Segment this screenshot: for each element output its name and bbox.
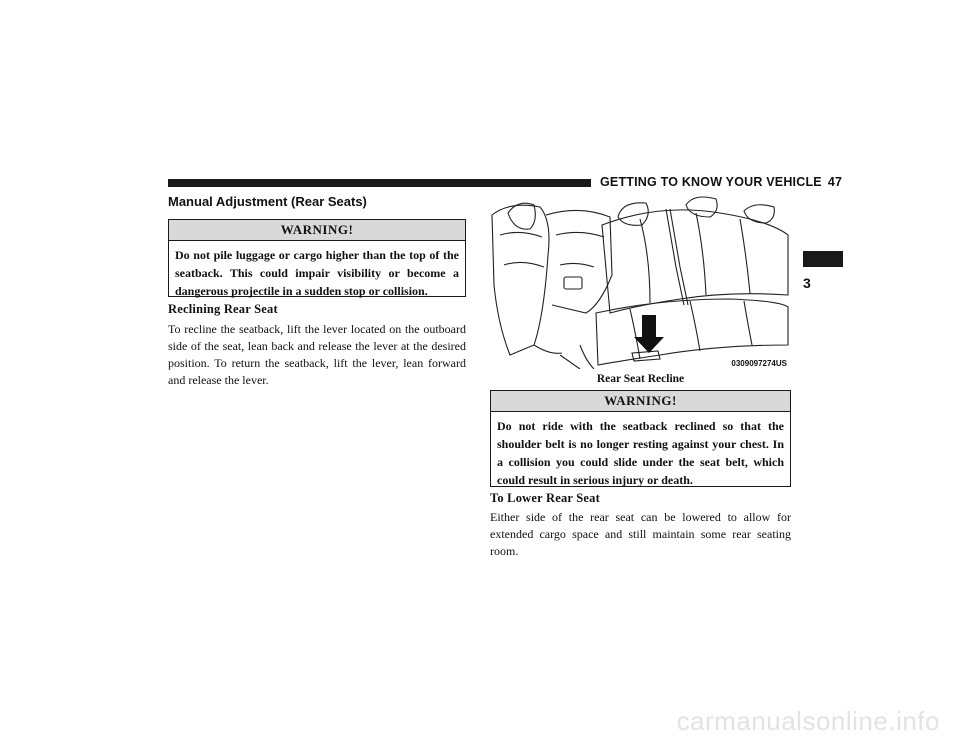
lower-seat-paragraph: Either side of the rear seat can be lowered to allow for extended cargo space and still maintain some rear seating room. — [490, 510, 791, 558]
reclining-heading: Reclining Rear Seat — [168, 302, 278, 316]
header-rule — [168, 179, 591, 187]
site-watermark: carmanualsonline.info — [676, 706, 940, 736]
reclining-paragraph: To recline the seatback, lift the lever located on the outboard side of the seat, lean back and release the lever at the desired position. To return the seatback, lift the lever, lean forward and release the lever. — [168, 322, 466, 387]
page-number: 47 — [827, 175, 843, 189]
header-section-title: GETTING TO KNOW YOUR VEHICLE — [600, 175, 822, 189]
figure-caption: Rear Seat Recline — [596, 373, 685, 385]
warning-box-recline — [490, 390, 791, 487]
chapter-number: 3 — [803, 275, 811, 291]
warning-body: Do not pile luggage or cargo higher than the top of the seatback. This could impair visibility or become a dangerous projectile in a sudden stop or collision. — [175, 248, 459, 298]
rear-seat-recline-figure — [490, 195, 791, 369]
running-header — [600, 175, 842, 189]
figure-code: 0309097274US — [731, 359, 787, 368]
warning-body: Do not ride with the seatback reclined so that the shoulder belt is no longer resting against your chest. In a collision you could slide under the seat belt, which could result in serious injury or death. — [497, 419, 784, 487]
rear-seat-illustration — [490, 195, 791, 369]
warning-heading: WARNING! — [169, 220, 465, 241]
warning-box-luggage — [168, 219, 466, 297]
chapter-tab-marker — [803, 251, 843, 267]
lower-seat-heading: To Lower Rear Seat — [490, 491, 600, 505]
warning-heading: WARNING! — [491, 391, 790, 412]
section-title: Manual Adjustment (Rear Seats) — [168, 194, 367, 209]
